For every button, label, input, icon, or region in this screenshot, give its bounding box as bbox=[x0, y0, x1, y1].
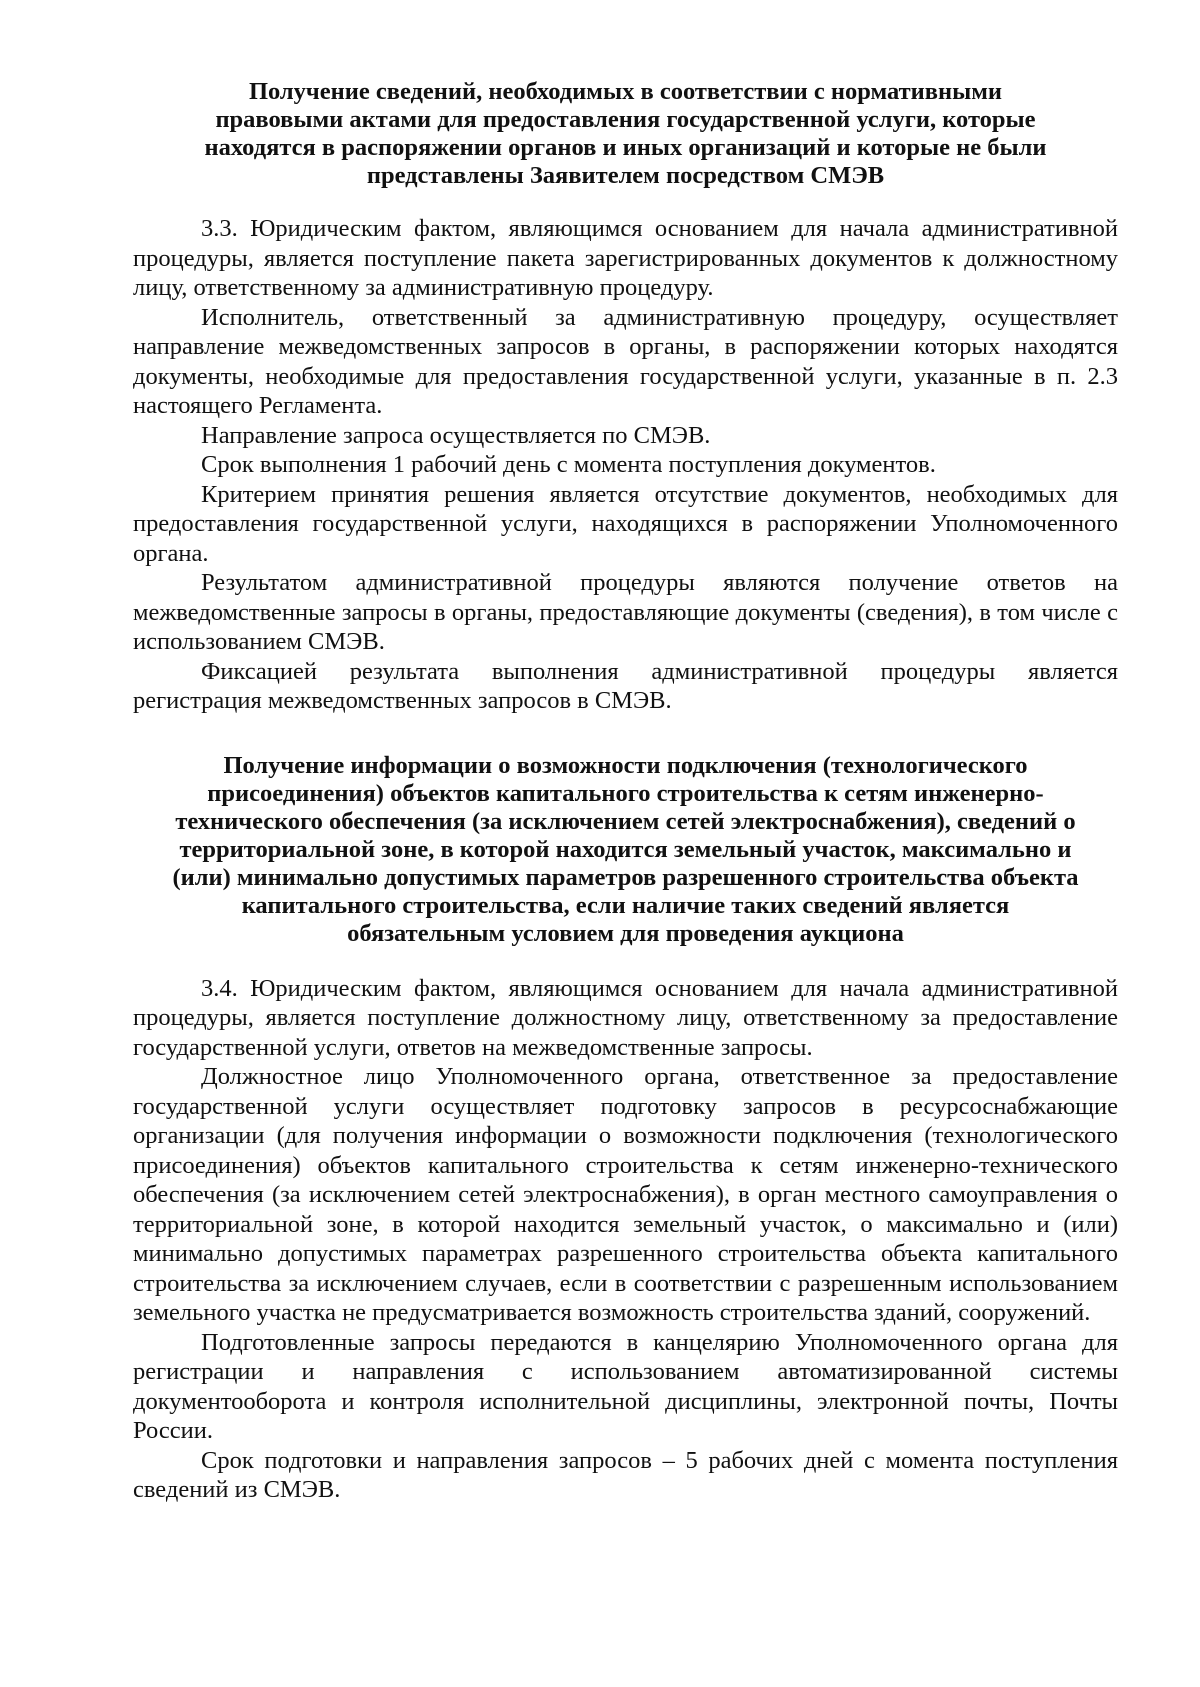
paragraph: Направление запроса осуществляется по СМЭВ. bbox=[201, 421, 711, 449]
paragraph: 3.3. Юридическим фактом, являющимся основанием для начала административной процедуры, является поступление пакета зарегистрированных документов к должностному лицу, ответственному за административную процедуру. bbox=[133, 215, 1118, 301]
paragraph: Фиксацией результата выполнения административной процедуры является регистрация межведомственных запросов в СМЭВ. bbox=[133, 657, 1118, 714]
document-page bbox=[133, 78, 1118, 1505]
paragraph: Результатом административной процедуры являются получение ответов на межведомственные запросы в органы, предоставляющие документы (сведения), в том числе с использованием СМЭВ. bbox=[133, 569, 1118, 655]
section-body-smev bbox=[133, 214, 1118, 716]
heading-line: Получение сведений, необходимых в соответствии с нормативными bbox=[248, 78, 1003, 105]
heading-line: находятся в распоряжении органов и иных организаций и которые не были bbox=[204, 134, 1047, 161]
heading-line: (или) минимально допустимых параметров разрешенного строительства объекта bbox=[172, 863, 1079, 891]
paragraph: Срок выполнения 1 рабочий день с момента поступления документов. bbox=[201, 451, 936, 478]
paragraph: Исполнитель, ответственный за административную процедуру, осуществляет направление межведомственных запросов в органы, в распоряжении которых находятся документы, необходимые для предоставления государственной услуги, указанные в п. 2.3 настоящего Регламента. bbox=[133, 303, 1118, 419]
paragraph: Должностное лицо Уполномоченного органа, ответственное за предоставление государственной услуги осуществляет подготовку запросов в ресурсоснабжающие организации (для получения информации о возможности подключения (технологического присоединения) объектов капитального строительства к сетям инженерно-технического обеспечения (за исключением сетей электроснабжения), в орган местного самоуправления о территориальной зоне, в которой находится земельный участок, о максимально и (или) минимально допустимых параметрах разрешенного строительства объекта капитального строительства за исключением случаев, если в соответствии с разрешенным использованием земельного участка не предусматривается возможность строительства зданий, сооружений. bbox=[133, 1063, 1118, 1326]
section-body-connection-info bbox=[133, 974, 1118, 1505]
heading-line: технического обеспечения (за исключением сетей электроснабжения), сведений о bbox=[175, 807, 1076, 835]
heading-line: правовыми актами для предоставления государственной услуги, которые bbox=[215, 106, 1036, 133]
heading-line: обязательным условием для проведения аукциона bbox=[347, 919, 904, 947]
paragraph: Срок подготовки и направления запросов – 5 рабочих дней с момента поступления сведений из СМЭВ. bbox=[133, 1446, 1118, 1503]
heading-line: Получение информации о возможности подключения (технологического bbox=[223, 751, 1028, 779]
paragraph: 3.4. Юридическим фактом, являющимся основанием для начала административной процедуры, является поступление должностному лицу, ответственному за предоставление государственной услуги, ответов на межведомственные запросы. bbox=[133, 974, 1118, 1061]
section-heading-connection-info bbox=[133, 752, 1118, 948]
paragraph: Критерием принятия решения является отсутствие документов, необходимых для предоставления государственной услуги, находящихся в распоряжении Уполномоченного органа. bbox=[133, 480, 1118, 567]
paragraph: Подготовленные запросы передаются в канцелярию Уполномоченного органа для регистрации и направления с использованием автоматизированной системы документооборота и контроля исполнительной дисциплины, электронной почты, Почты России. bbox=[133, 1328, 1118, 1444]
heading-line: территориальной зоне, в которой находится земельный участок, максимально и bbox=[179, 835, 1072, 863]
heading-line: капитального строительства, если наличие таких сведений является bbox=[241, 891, 1010, 919]
section-heading-smev bbox=[133, 78, 1118, 190]
heading-line: присоединения) объектов капитального строительства к сетям инженерно- bbox=[207, 779, 1044, 807]
heading-line: представлены Заявителем посредством СМЭВ bbox=[366, 162, 885, 189]
